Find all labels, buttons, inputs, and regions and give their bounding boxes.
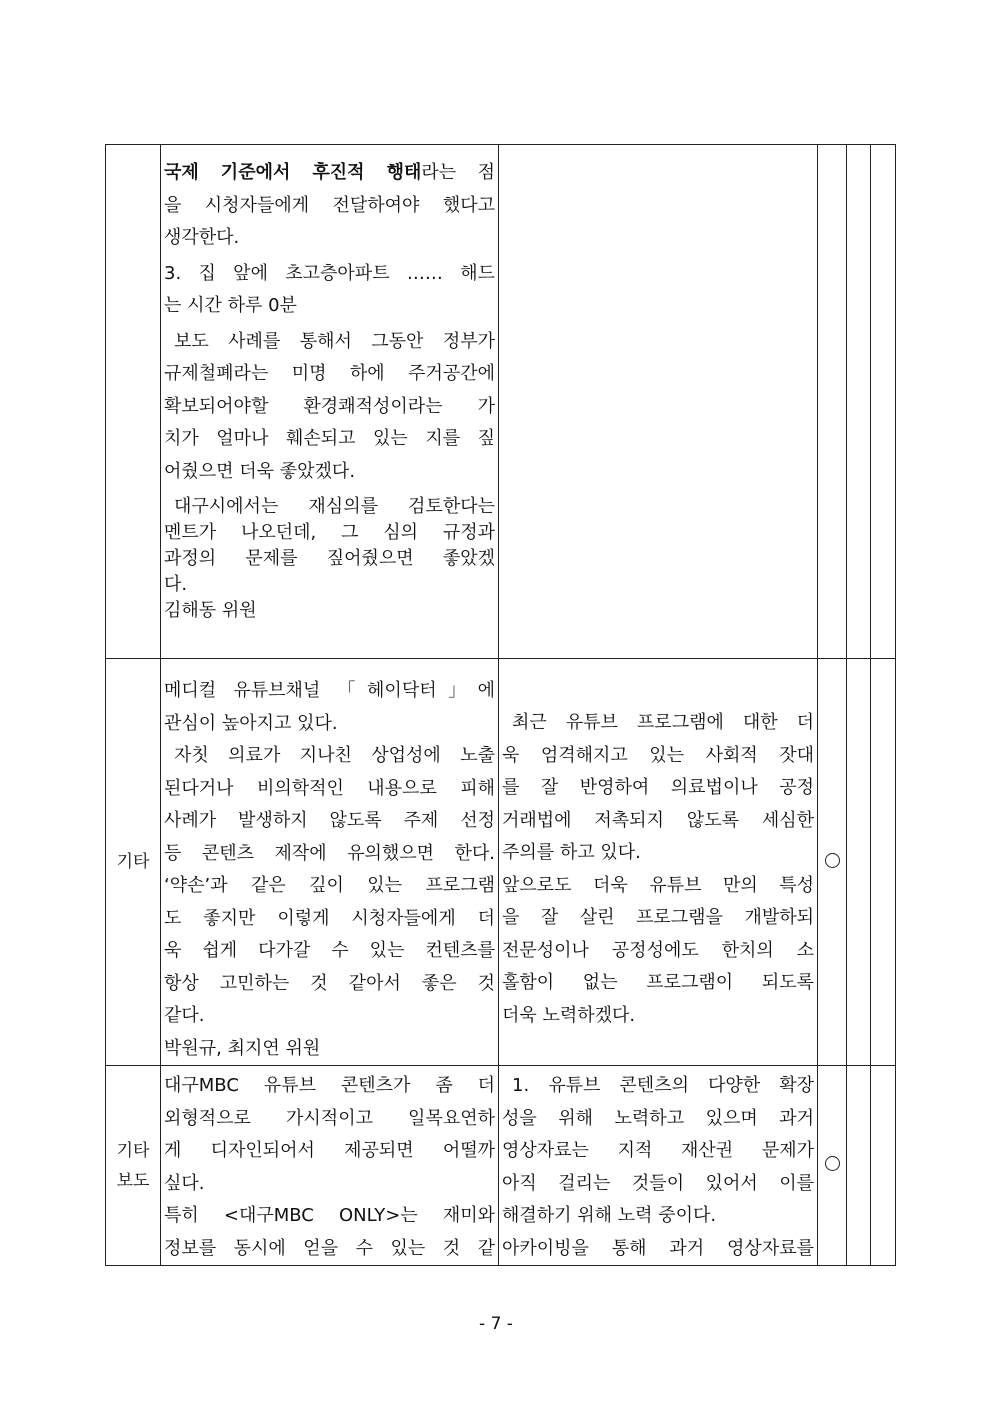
page-number: - 7 - — [479, 1314, 513, 1334]
opinion-line: 멘트가 나오던데, 그 심의 규정과 — [164, 522, 495, 543]
review-table — [105, 144, 896, 1266]
response-line: 를 잘 반영하여 의료법이나 공정 — [502, 777, 814, 798]
table-row — [106, 659, 896, 1066]
opinion-line: 관심이 높아지고 있다. — [164, 712, 338, 734]
mark-cell — [818, 659, 847, 1066]
mark-cell — [871, 659, 896, 1066]
opinion-line: 어줬으면 더욱 좋았겠다. — [164, 460, 356, 482]
opinion-line: 3. 집 앞에 초고층아파트 …… 해드 — [164, 262, 495, 284]
opinion-line: 대구시에서는 재심의를 검토한다는 — [174, 496, 495, 517]
opinion-line: 치가 얼마나 훼손되고 있는 지를 짚 — [164, 428, 495, 449]
opinion-line: 생각한다. — [164, 227, 240, 248]
opinion-line: 자칫 의료가 지나친 상업성에 노출 — [174, 745, 495, 766]
opinion-line: 게 디자인되어서 제공되면 어떨까 — [164, 1140, 495, 1161]
response-line: 욱 엄격해지고 있는 사회적 잣대 — [502, 744, 814, 766]
response-line: 최근 유튜브 프로그램에 대한 더 — [512, 712, 814, 733]
category-cell — [106, 1066, 161, 1266]
response-cell — [499, 1066, 818, 1266]
opinion-line: 국제 기준에서 후진적 행태라는 점 — [164, 162, 495, 183]
table-row — [106, 145, 896, 659]
response-line: 1. 유튜브 콘텐츠의 다양한 확장 — [512, 1075, 814, 1096]
response-line: 성을 위해 노력하고 있으며 과거 — [502, 1107, 814, 1129]
opinion-line: 된다거나 비의학적인 내용으로 피해 — [164, 777, 495, 799]
opinion-line: 특히 <대구MBC ONLY>는 재미와 — [164, 1205, 495, 1226]
mark-cell — [847, 659, 871, 1066]
response-line: 아직 걸리는 것들이 있어서 이를 — [502, 1172, 814, 1194]
reviewer-name: 김해동 위원 — [164, 600, 257, 621]
mark-cell — [871, 1066, 896, 1266]
mark-cell — [847, 145, 871, 659]
response-line: 주의를 하고 있다. — [502, 842, 641, 863]
response-line: 거래법에 저촉되지 않도록 세심한 — [502, 809, 814, 831]
opinion-cell — [161, 659, 499, 1066]
circle-mark-icon — [825, 1156, 840, 1171]
table-row — [106, 1066, 896, 1266]
mark-cell — [818, 1066, 847, 1266]
opinion-line: 싶다. — [164, 1172, 205, 1194]
opinion-line: 등 콘텐츠 제작에 유의했으면 한다. — [164, 842, 495, 864]
mark-cell — [847, 1066, 871, 1266]
response-cell — [499, 145, 818, 659]
response-line: 전문성이나 공정성에도 한치의 소 — [502, 939, 814, 961]
opinion-line: 대구MBC 유튜브 콘텐츠가 좀 더 — [164, 1075, 495, 1096]
response-line: 을 잘 살린 프로그램을 개발하되 — [502, 907, 814, 928]
opinion-line: 욱 쉽게 다가갈 수 있는 컨텐츠를 — [164, 940, 495, 961]
opinion-line: 보도 사례를 통해서 그동안 정부가 — [174, 330, 495, 352]
circle-mark-icon — [825, 853, 840, 868]
response-cell — [499, 659, 818, 1066]
opinion-line: 항상 고민하는 것 같아서 좋은 것 — [164, 972, 495, 994]
opinion-line: 사례가 발생하지 않도록 주제 선정 — [164, 810, 495, 831]
opinion-line: 외형적으로 가시적이고 일목요연하 — [164, 1107, 495, 1129]
reviewer-name: 박원규, 최지연 위원 — [164, 1037, 321, 1059]
opinion-cell — [161, 1066, 499, 1266]
opinion-line: 같다. — [164, 1005, 205, 1026]
opinion-line: 도 좋지만 이렇게 시청자들에게 더 — [164, 907, 495, 929]
response-line: 더욱 노력하겠다. — [502, 1004, 636, 1026]
opinion-line: 는 시간 하루 0분 — [164, 295, 297, 316]
response-line: 앞으로도 더욱 유튜브 만의 특성 — [502, 874, 814, 896]
opinion-line: 과정의 문제를 짚어줬으면 좋았겠 — [164, 548, 495, 569]
category-cell — [106, 145, 161, 659]
mark-cell — [871, 145, 896, 659]
mark-cell — [818, 145, 847, 659]
opinion-cell — [161, 145, 499, 659]
opinion-line: 을 시청자들에게 전달하여야 했다고 — [164, 194, 495, 216]
response-line: 홀함이 없는 프로그램이 되도록 — [502, 972, 814, 993]
opinion-line: 메디컬 유튜브채널 「헤이닥터」에 — [164, 680, 495, 701]
opinion-line: 확보되어야할 환경쾌적성이라는 가 — [164, 395, 495, 417]
opinion-line: ‘약손’과 같은 깊이 있는 프로그램 — [164, 875, 495, 896]
opinion-line: 정보를 동시에 얻을 수 있는 것 같 — [164, 1237, 495, 1259]
category-line: 기타 — [116, 1140, 150, 1161]
opinion-line: 규제철폐라는 미명 하에 주거공간에 — [164, 363, 495, 384]
response-line: 아카이빙을 통해 과거 영상자료를 — [502, 1237, 814, 1259]
opinion-line: 다. — [164, 574, 188, 595]
category-cell: 기타 — [106, 659, 161, 1066]
response-line: 해결하기 위해 노력 중이다. — [502, 1205, 717, 1226]
category-line: 보도 — [116, 1170, 150, 1191]
response-line: 영상자료는 지적 재산권 문제가 — [502, 1140, 814, 1161]
